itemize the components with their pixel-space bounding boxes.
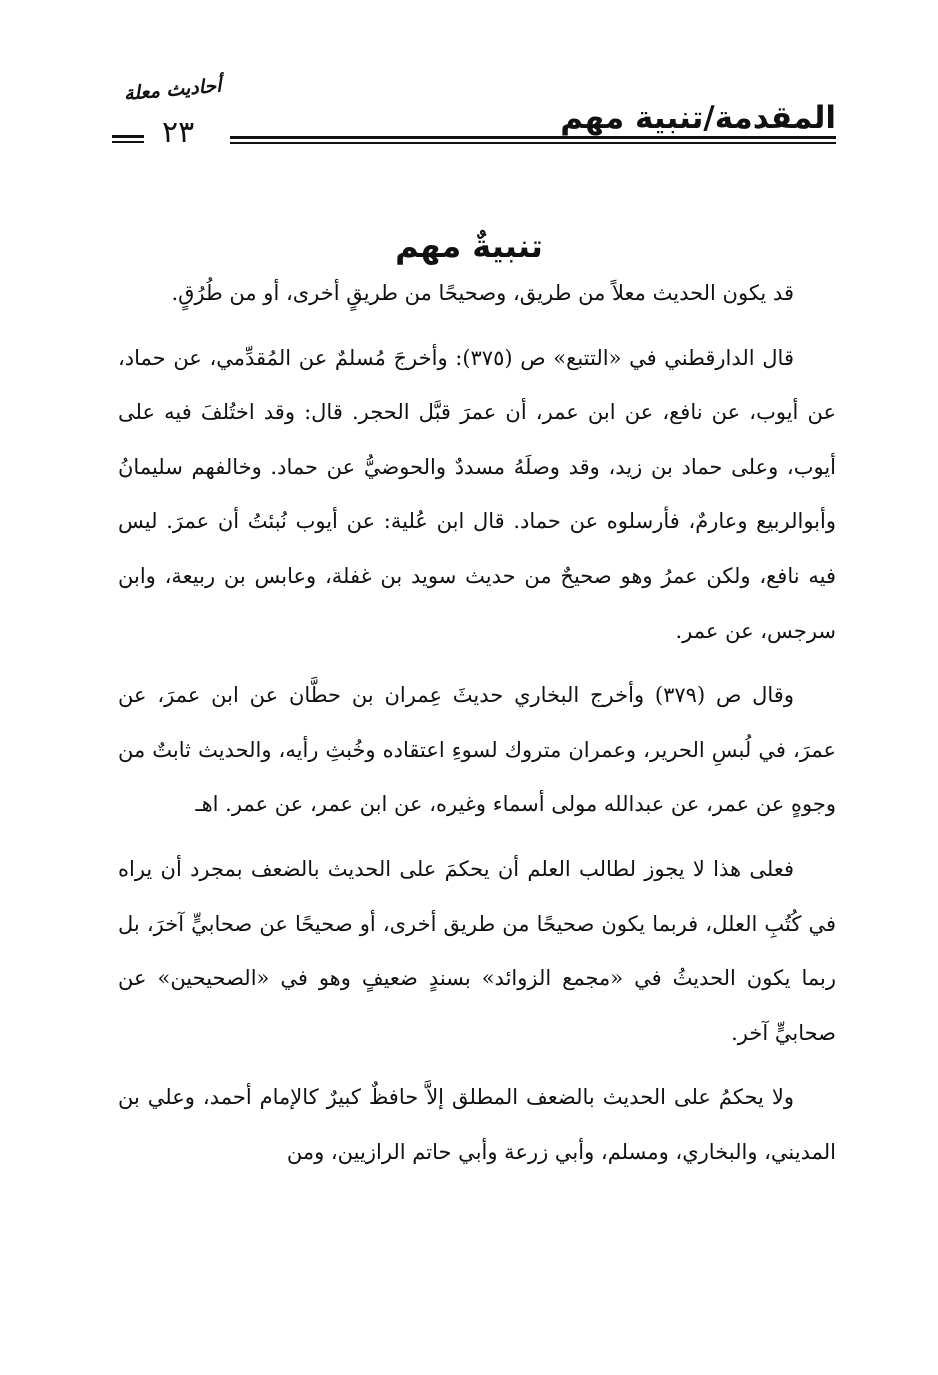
running-title: المقدمة/تنبية مهم [560, 100, 836, 136]
page-number: ٢٣ [162, 115, 195, 150]
header-rule-left-lower [112, 141, 144, 143]
paragraph: فعلى هذا لا يجوز لطالب العلم أن يحكمَ على الحديث بالضعف بمجرد أن يراه في كُتُبِ العلل، فربما يكون صحيحًا من طريق أخرى، أو صحيحًا عن صحابيٍّ آخرَ، بل ربما يكون الحديثُ في «مجمع الزوائد» بسندٍ ضعيفٍ وهو في «الصحيحين» عن صحابيٍّ آخر. [118, 856, 836, 1045]
paragraph: ولا يحكمُ على الحديث بالضعف المطلق إلاَّ حافظٌ كبيرٌ كالإمام أحمد، وعلي بن المديني، والبخاري، ومسلم، وأبي زرعة وأبي حاتم الرازيين، ومن [118, 1085, 836, 1164]
handwritten-note: أحاديث معلة [123, 74, 223, 105]
paragraph: قال الدارقطني في «التتبع» ص (٣٧٥): وأخرجَ مُسلمٌ عن المُقدِّمي، عن حماد، عن أيوب، عن نافع، عن ابن عمر، أن عمرَ قبَّل الحجر. قال: وقد اختُلفَ فيه على أيوب، وعلى حماد بن زيد، وقد وصلَهُ مسددٌ والحوضيُّ عن حماد. وخالفهم سليمانُ وأبوالربيع وعارمٌ، فأرسلوه عن حماد. قال ابن عُلية: عن أيوب نُبئتُ أن عمرَ. ليس فيه نافع، ولكن عمرُ وهو صحيحٌ من حديث سويد بن غفلة، وعابس بن ربيعة، وابن سرجس، عن عمر. [118, 345, 836, 643]
paragraph: وقال ص (٣٧٩) وأخرج البخاري حديثَ عِمران بن حطَّان عن ابن عمرَ، عن عمرَ، في لُبسِ الحرير، وعمران متروك لسوءِ اعتقاده وخُبثِ رأيه، والحديث ثابتٌ من وجوهٍ عن عمر، عن عبدالله مولى أسماء وغيره، عن ابن عمر، عن عمر. اهـ [118, 683, 836, 817]
page-body [118, 266, 836, 1190]
paragraph: قد يكون الحديث معلاً من طريق، وصحيحًا من طريقٍ أخرى، أو من طُرُقٍ. [171, 281, 794, 305]
section-heading: تنبيةٌ مهم [395, 227, 543, 265]
header-rule-lower [230, 142, 836, 144]
page-header [112, 74, 836, 152]
header-rule-left [112, 135, 144, 138]
